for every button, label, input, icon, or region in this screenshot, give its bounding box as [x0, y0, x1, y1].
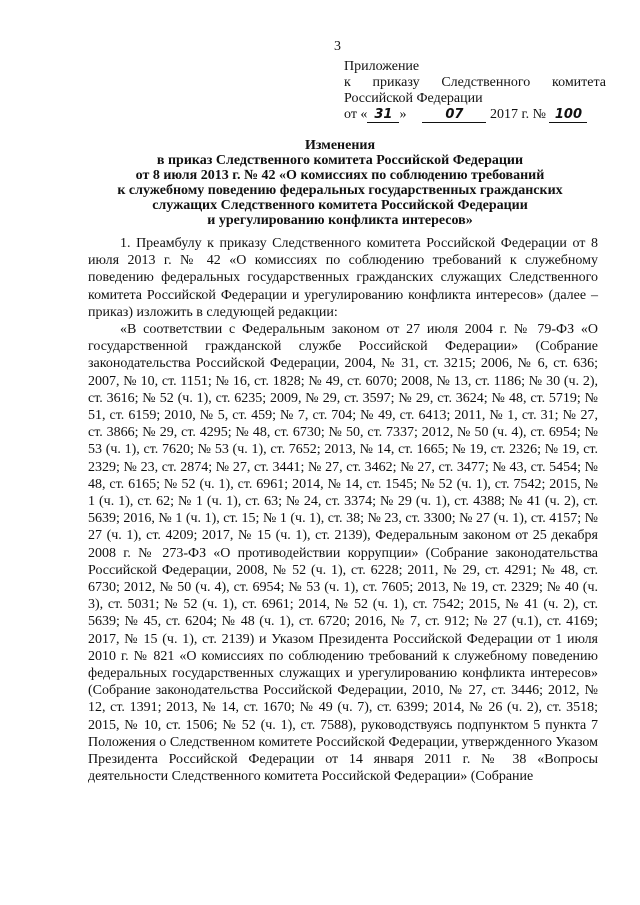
appendix-date-line	[344, 107, 606, 123]
date-prefix: от «	[344, 107, 368, 122]
document-title	[80, 138, 600, 228]
date-mid: »	[399, 107, 407, 122]
handwritten-day: 31	[367, 108, 399, 123]
title-line-3: от 8 июля 2013 г. № 42 «О комиссиях по соблюдению требований	[135, 168, 545, 183]
appendix-header	[344, 59, 606, 123]
title-line-5: служащих Следственного комитета Российской Федерации	[152, 198, 528, 213]
body-paragraph-1: 1. Преамбулу к приказу Следственного комитета Российской Федерации от 8 июля 2013 г. № 42 «О комиссиях по соблюдению требований к служебному поведению федеральных государственных гражданских служащих Следственного комитета Российской Федерации и урегулированию конфликта интересов» (далее – приказ) изложить в следующей редакции:	[88, 236, 598, 320]
appendix-federation: Российской Федерации	[344, 91, 483, 106]
appendix-order-reference: к приказу Следственного комитета	[344, 75, 606, 90]
handwritten-order-number: 100	[549, 108, 587, 123]
title-line-2: в приказ Следственного комитета Российской Федерации	[156, 153, 524, 168]
date-year: 2017 г. №	[489, 107, 546, 122]
title-line-6: и урегулированию конфликта интересов»	[207, 213, 473, 228]
appendix-label: Приложение	[344, 59, 420, 74]
document-body	[88, 235, 598, 786]
title-line-4: к служебному поведению федеральных государственных гражданских	[117, 183, 563, 198]
body-paragraph-2: «В соответствии с Федеральным законом от 27 июля 2004 г. № 79-ФЗ «О государственной гражданской службе Российской Федерации» (Собрание законодательства Российской Федерации, 2004, № 31, ст. 3215; 2006, № 6, ст. 636; 2007, № 10, ст. 1151; № 16, ст. 1828; № 49, ст. 6070; 2008, № 13, ст. 1186; № 30 (ч. 2), ст. 3616; № 52 (ч. 1), ст. 6235; 2009, № 29, ст. 3597; № 29, ст. 3624; № 48, ст. 5719; № 51, ст. 6159; 2010, № 5, ст. 459; № 7, ст. 704; № 49, ст. 6413; 2011, № 1, ст. 31; № 27, ст. 3866; № 29, ст. 4295; № 48, ст. 6730; № 50, ст. 7337; 2012, № 50 (ч. 4), ст. 6954; № 53 (ч. 1), ст. 7620; № 53 (ч. 1), ст. 7652; 2013, № 14, ст. 1665; № 19, ст. 2326; № 19, ст. 2329; № 23, ст. 2874; № 27, ст. 3441; № 27, ст. 3462; № 27, ст. 3477; № 43, ст. 5454; № 48, ст. 6165; № 52 (ч. 1), ст. 6961; 2014, № 14, ст. 1545; № 52 (ч. 1), ст. 7542; 2015, № 1 (ч. 1), ст. 62; № 1 (ч. 1), ст. 63; № 24, ст. 3374; № 29 (ч. 1), ст. 4388; № 41 (ч. 2), ст. 5639; 2016, № 1 (ч. 1), ст. 15; № 1 (ч. 1), ст. 38; № 23, ст. 3300; № 27 (ч. 1), ст. 4157; № 27 (ч. 1), ст. 4209; 2017, № 15 (ч. 1), ст. 2139), Федеральным законом от 25 декабря 2008 г. № 273-ФЗ «О противодействии коррупции» (Собрание законодательства Российской Федерации, 2008, № 52 (ч. 1), ст. 6228; 2011, № 29, ст. 4291; № 48, ст. 6730; 2012, № 50 (ч. 4), ст. 6954; № 53 (ч. 1), ст. 7605; 2013, № 19, ст. 2329; № 40 (ч. 3), ст. 5031; № 52 (ч. 1), ст. 6961; 2014, № 52 (ч. 1), ст. 7542; 2015, № 41 (ч. 2), ст. 5639; № 45, ст. 6204; № 48 (ч. 1), ст. 6720; 2016, № 7, ст. 912; № 27 (ч.1), ст. 4169; 2017, № 15 (ч. 1), ст. 2139) и Указом Президента Российской Федерации от 1 июля 2010 г. № 821 «О комиссиях по соблюдению требований к служебному поведению федеральных государственных служащих и урегулированию конфликта интересов» (Собрание законодательства Российской Федерации, 2010, № 27, ст. 3446; 2012, № 12, ст. 1391; 2013, № 14, ст. 1670; № 49 (ч. 7), ст. 6399; 2014, № 26 (ч. 2), ст. 3518; 2015, № 10, ст. 1506; № 52 (ч. 1), ст. 7588), руководствуясь подпунктом 5 пункта 7 Положения о Следственном комитете Российской Федерации, утвержденного Указом Президента Российской Федерации от 14 января 2011 г. № 38 «Вопросы деятельности Следственного комитета Российской Федерации» (Собрание	[88, 322, 598, 785]
page-number: 3	[334, 39, 341, 54]
handwritten-month: 07	[422, 108, 486, 123]
title-line-1: Изменения	[304, 138, 376, 153]
